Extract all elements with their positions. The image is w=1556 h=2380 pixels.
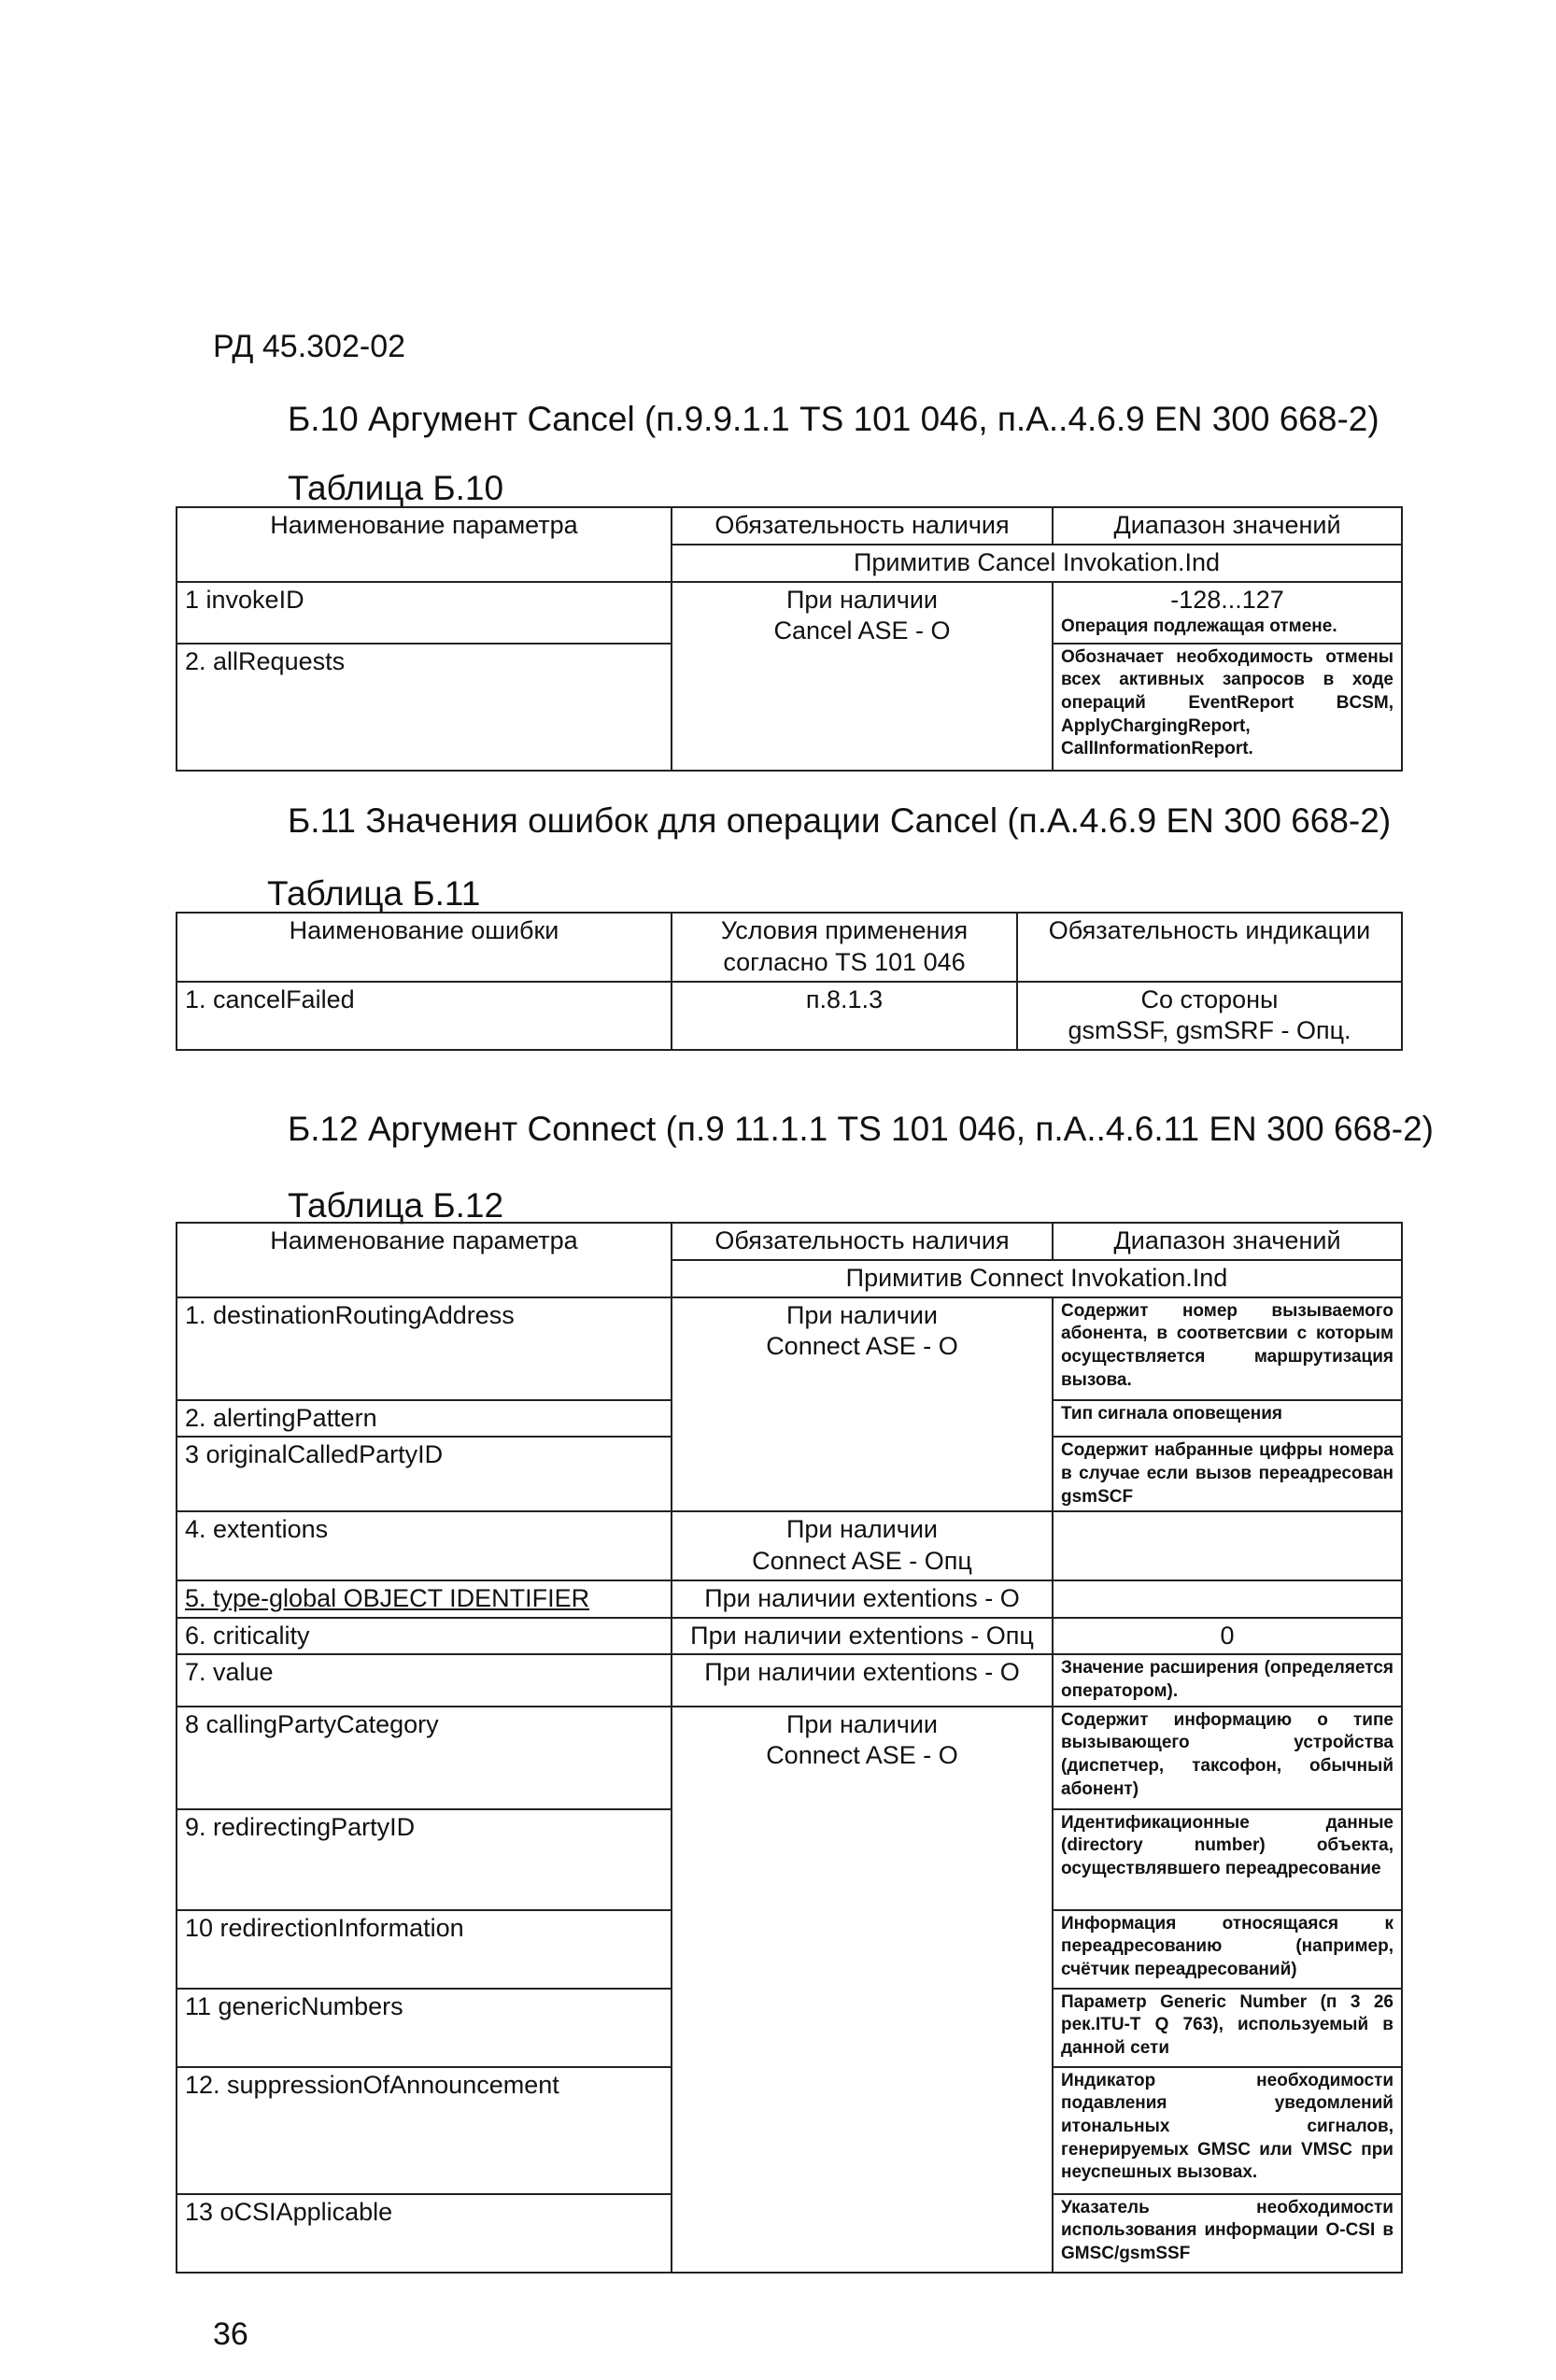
param-name: 2. alertingPattern <box>177 1400 672 1438</box>
column-header: Обязательность наличия <box>672 507 1053 545</box>
column-header: Наименование параметра <box>177 1223 672 1297</box>
column-header: Наименование ошибки <box>177 913 672 982</box>
param-name: 3 originalCalledPartyID <box>177 1437 672 1511</box>
presence-cell: При наличии extentions - О <box>672 1654 1053 1706</box>
presence-cell: При наличии Connect ASE - Опц <box>672 1511 1053 1580</box>
table-b11-caption: Таблица Б.11 <box>267 874 481 913</box>
column-header: Диапазон значений <box>1053 507 1402 545</box>
column-header: Диапазон значений <box>1053 1223 1402 1260</box>
param-name: 9. redirectingPartyID <box>177 1809 672 1910</box>
param-name: 6. criticality <box>177 1618 672 1655</box>
range-cell <box>1053 582 1402 644</box>
range-cell: Индикатор необходимости подавления уведомлений итональных сигналов, генерируемых GMSC или VMSC при неуспешных вызовах. <box>1053 2067 1402 2194</box>
error-name: 1. cancelFailed <box>177 982 672 1051</box>
table-b12-caption: Таблица Б.12 <box>288 1186 504 1225</box>
param-name: 1 invokeID <box>177 582 672 644</box>
column-header: Обязательность наличия <box>672 1223 1053 1260</box>
presence-cell: При наличии Connect ASE - О <box>672 1707 1053 2273</box>
range-cell: Содержит информацию о типе вызывающего устройства (диспетчер, таксофон, обычный абонент) <box>1053 1707 1402 1809</box>
range-cell: Содержит номер вызываемого абонента, в соответсвии с которым осуществляется маршрутизация вызова. <box>1053 1297 1402 1400</box>
range-note: Операция подлежащая отмене. <box>1061 616 1337 637</box>
range-cell: Обозначает необходимость отмены всех активных запросов в ходе операций EventReport BCSM, ApplyChargingReport, CallInformationReport. <box>1053 644 1402 771</box>
page-number: 36 <box>213 2316 248 2352</box>
param-name: 13 oCSIApplicable <box>177 2194 672 2273</box>
param-name: 8 callingPartyCategory <box>177 1707 672 1809</box>
table-b11 <box>176 912 1403 1051</box>
range-cell: Тип сигнала оповещения <box>1053 1400 1402 1438</box>
presence-cell: При наличии Cancel ASE - О <box>672 582 1053 771</box>
section-b11-title: Б.11 Значения ошибок для операции Cancel (п.А.4.6.9 EN 300 668-2) <box>288 801 1392 840</box>
section-b12-title: Б.12 Аргумент Connect (п.9 11.1.1 TS 101 046, п.А..4.6.11 EN 300 668-2) <box>288 1110 1434 1148</box>
primitive-row: Примитив Cancel Invokation.Ind <box>672 545 1402 582</box>
range-cell <box>1053 1580 1402 1618</box>
range-cell: Указатель необходимости использования информации O-CSI в GMSC/gsmSSF <box>1053 2194 1402 2273</box>
section-b10-title: Б.10 Аргумент Cancel (п.9.9.1.1 TS 101 046, п.А..4.6.9 EN 300 668-2) <box>288 400 1379 438</box>
param-name: 7. value <box>177 1654 672 1706</box>
table-b12 <box>176 1222 1403 2274</box>
presence-cell: При наличии extentions - О <box>672 1580 1053 1618</box>
range-cell: Содержит набранные цифры номера в случае если вызов переадресован gsmSCF <box>1053 1437 1402 1511</box>
param-name: 4. extentions <box>177 1511 672 1580</box>
param-name: 12. suppressionOfAnnouncement <box>177 2067 672 2194</box>
primitive-row: Примитив Connect Invokation.Ind <box>672 1260 1402 1297</box>
column-header: Наименование параметра <box>177 507 672 582</box>
condition-cell: п.8.1.3 <box>672 982 1017 1051</box>
indication-cell: Со стороны gsmSSF, gsmSRF - Опц. <box>1017 982 1402 1051</box>
param-name: 10 redirectionInformation <box>177 1910 672 1989</box>
range-cell: Идентификационные данные (directory number) объекта, осуществлявшего переадресование <box>1053 1809 1402 1910</box>
range-cell: Значение расширения (определяется оператором). <box>1053 1654 1402 1706</box>
range-cell: Информация относящаяся к переадресованию (например, счётчик переадресований) <box>1053 1910 1402 1989</box>
range-main: -128...127 <box>1170 585 1284 614</box>
table-b10 <box>176 506 1403 772</box>
document-id: РД 45.302-02 <box>213 329 406 364</box>
param-name: 2. allRequests <box>177 644 672 771</box>
param-name: 1. destinationRoutingAddress <box>177 1297 672 1400</box>
presence-cell: При наличии Connect ASE - О <box>672 1297 1053 1512</box>
param-name: 11 genericNumbers <box>177 1989 672 2067</box>
range-cell: 0 <box>1053 1618 1402 1655</box>
table-b10-caption: Таблица Б.10 <box>288 469 504 507</box>
column-header: Обязательность индикации <box>1017 913 1402 982</box>
param-name: 5. type-global OBJECT IDENTIFIER <box>177 1580 672 1618</box>
range-cell: Параметр Generic Number (п 3 26 рек.ITU-T Q 763), используемый в данной сети <box>1053 1989 1402 2067</box>
presence-cell: При наличии extentions - Опц <box>672 1618 1053 1655</box>
column-header: Условия применения согласно TS 101 046 <box>672 913 1017 982</box>
range-cell <box>1053 1511 1402 1580</box>
